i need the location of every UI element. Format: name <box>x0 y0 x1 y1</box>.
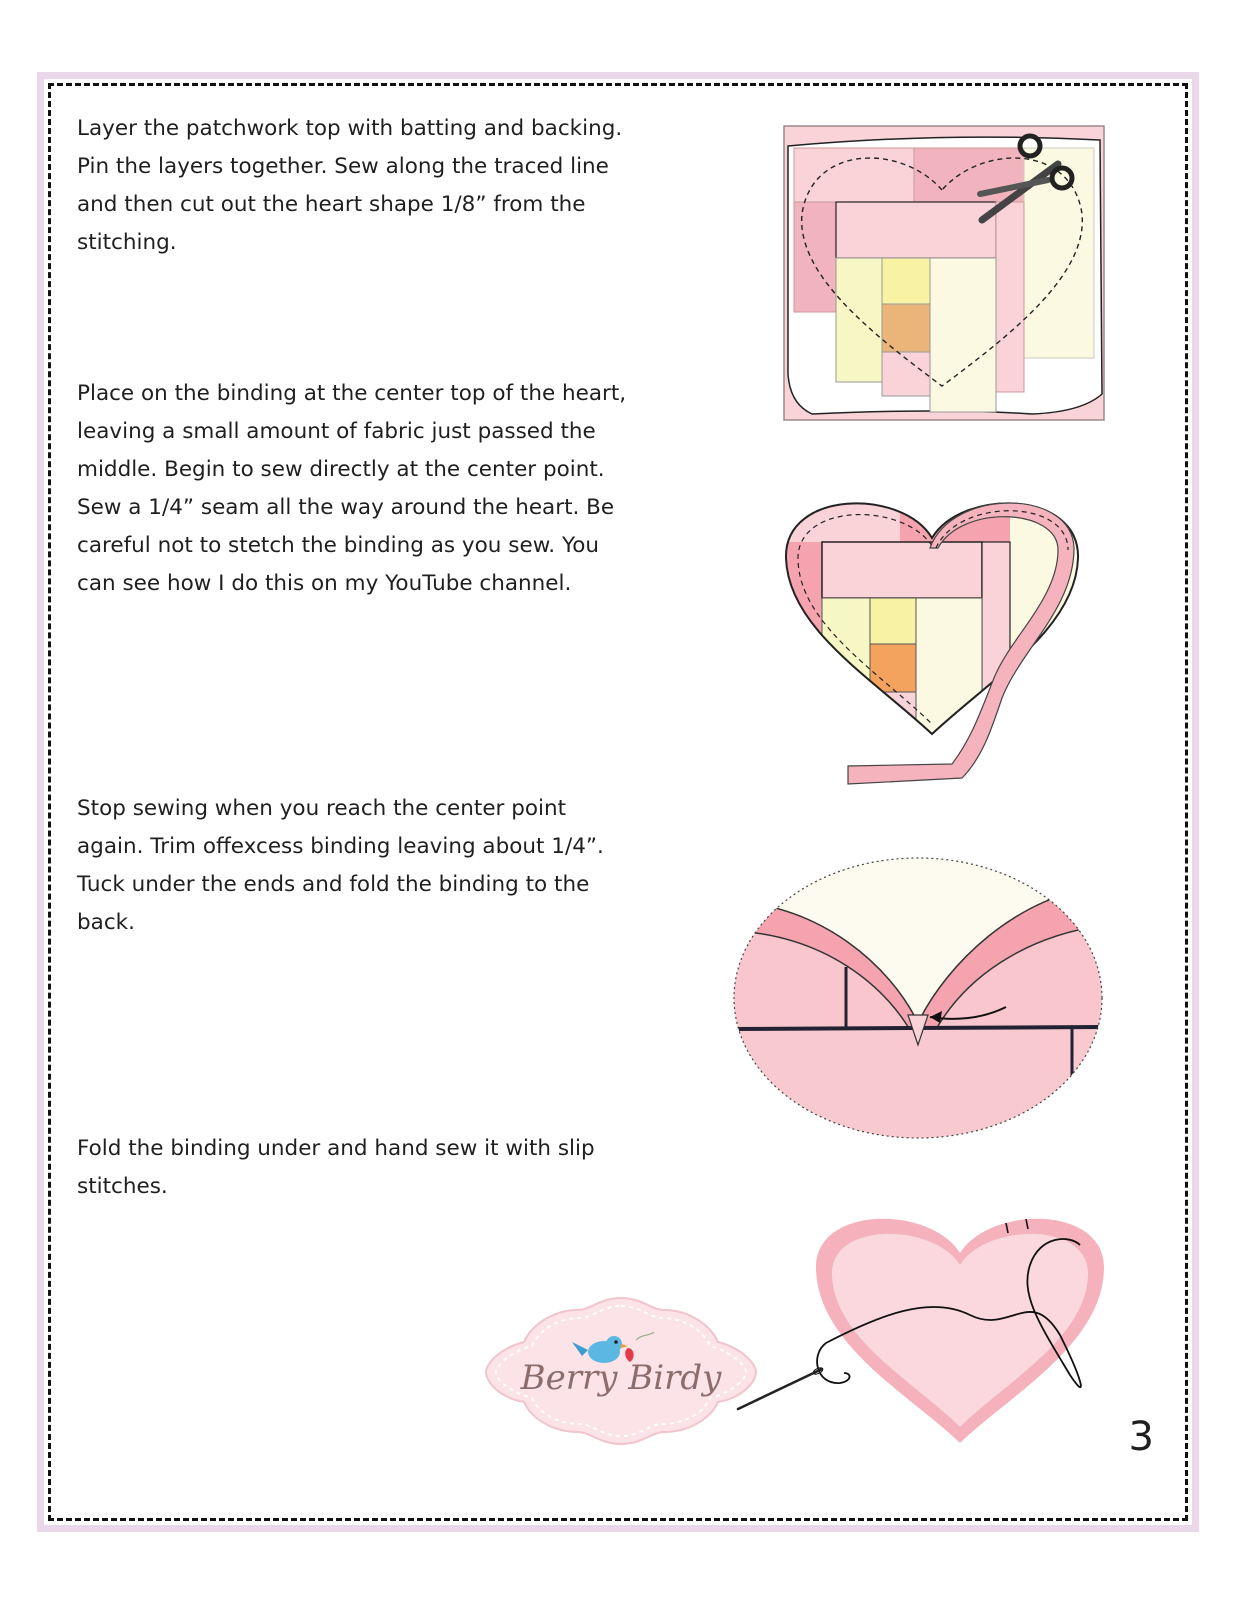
step-1-text: Layer the patchwork top with batting and backing. Pin the layers together. Sew along the traced line and then cut out the heart shape 1/8” from the stitching. <box>77 116 623 255</box>
finished-heart-illustration <box>730 1205 1110 1455</box>
step-2-text: Place on the binding at the center top of the heart, leaving a small amount of fabric just passed the middle. Begin to sew directly at the center point. Sew a 1/4” seam all the way around the heart. Be careful not to stetch the binding as you sew. You can see how I do this on my YouTube channel. <box>77 381 627 596</box>
step-3-text: Stop sewing when you reach the center point again. Trim offexcess binding leaving about 1/4”. Tuck under the ends and fold the binding to the back. <box>77 796 604 935</box>
logo-text: Berry Birdy <box>520 1358 722 1398</box>
binding-closeup-illustration <box>730 855 1106 1141</box>
quilt-sandwich-illustration <box>782 124 1108 424</box>
berry-birdy-logo <box>484 1294 758 1446</box>
page-number: 3 <box>1128 1414 1154 1460</box>
heart-binding-illustration <box>782 488 1082 788</box>
step-4-text: Fold the binding under and hand sew it with slip stitches. <box>77 1136 595 1199</box>
